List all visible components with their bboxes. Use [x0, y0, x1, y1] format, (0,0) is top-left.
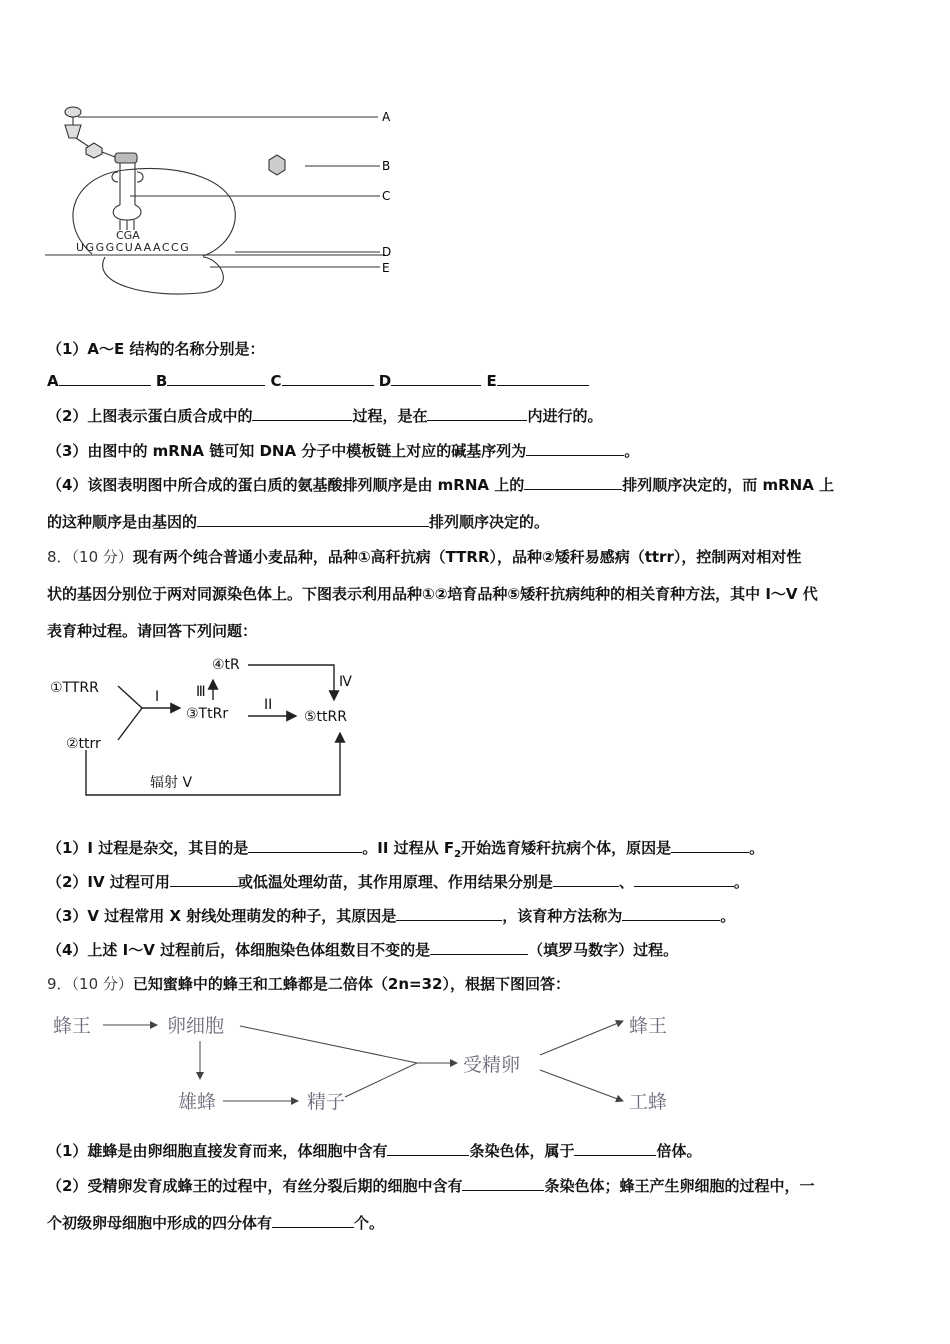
step-4: Ⅳ	[339, 674, 352, 690]
q8-intro-line3: 表育种过程。请回答下列问题：	[47, 622, 258, 640]
codon-label: CGA	[116, 229, 140, 242]
bee-diagram	[45, 1005, 695, 1123]
label-b: B	[382, 159, 391, 173]
blank-q9-1b[interactable]	[574, 1141, 656, 1156]
label-a: A	[382, 110, 391, 124]
zygote-node: 受精卵	[463, 1054, 521, 1076]
mrna-sequence: UGGGCUAAACCG	[76, 241, 191, 254]
queen-node: 蜂王	[53, 1015, 92, 1037]
label-d: D	[382, 245, 392, 259]
node-3: ③TtRr	[186, 706, 229, 722]
node-1: ①TTRR	[50, 680, 99, 696]
q8-part1: （1）I 过程是杂交，其目的是 。II 过程从 $F_2$开始选育矮秆抗病个体，原因是 。	[47, 839, 765, 860]
node-5: ⑤ttRR	[304, 709, 347, 725]
q9-part1: （1）雄蜂是由卵细胞直接发育而来，体细胞中含有 条染色体，属于 倍体。	[47, 1142, 702, 1160]
blank-e[interactable]	[497, 371, 589, 386]
blank-q7-2a[interactable]	[252, 406, 352, 421]
q8-intro-line2: 状的基因分别位于两对同源染色体上。下图表示利用品种①②培育品种⑤矮秆抗病纯种的相关育种方法，其中 I～V 代	[47, 585, 818, 603]
blank-q9-2b[interactable]	[272, 1213, 354, 1228]
q9-part2-line2: 个初级卵母细胞中形成的四分体有 个。	[47, 1214, 385, 1232]
q8-part2: （2）IV 过程可用 或低温处理幼苗，其作用原理、作用结果分别是 、 。	[47, 873, 749, 891]
label-c: C	[382, 189, 391, 203]
step-5: 辐射 V	[150, 775, 193, 791]
drone-node: 雄蜂	[178, 1091, 217, 1113]
sperm-node: 精子	[307, 1091, 346, 1113]
worker-node: 工蜂	[629, 1091, 668, 1113]
blank-q9-2a[interactable]	[462, 1176, 544, 1191]
q9-part2-line1: （2）受精卵发育成蜂王的过程中，有丝分裂后期的细胞中含有 条染色体；蜂王产生卵细胞的过程中，一	[47, 1177, 815, 1195]
q7-part3: （3）由图中的 mRNA 链可知 DNA 分子中模板链上对应的碱基序列为 。	[47, 442, 640, 460]
blank-q8-4[interactable]	[430, 940, 528, 955]
blank-q7-2b[interactable]	[427, 406, 527, 421]
q7-part1: （1）A～E 结构的名称分别是：	[47, 340, 265, 358]
q7-part4-line2: 的这种顺序是由基因的 排列顺序决定的。	[47, 513, 550, 531]
blank-q8-2c[interactable]	[634, 872, 734, 887]
q8-intro-line1: 8．（10 分）现有两个纯合普通小麦品种，品种①高秆抗病（TTRR），品种②矮秆易感病（ttrr），控制两对相对性	[47, 548, 802, 566]
breeding-diagram	[40, 648, 380, 800]
q7-part2: （2）上图表示蛋白质合成中的 过程，是在 内进行的。	[47, 407, 603, 425]
blank-q7-4b[interactable]	[197, 512, 429, 527]
blank-q7-4a[interactable]	[524, 475, 622, 490]
q8-part3: （3）V 过程常用 X 射线处理萌发的种子，其原因是 ，该育种方法称为 。	[47, 907, 736, 925]
step-1: I	[155, 689, 160, 705]
q8-part4: （4）上述 I～V 过程前后，体细胞染色体组数目不变的是 （填罗马数字）过程。	[47, 941, 679, 959]
blank-q9-1a[interactable]	[387, 1141, 469, 1156]
blank-q8-3a[interactable]	[396, 906, 502, 921]
node-2: ②ttrr	[66, 736, 101, 752]
step-3: Ⅲ	[196, 684, 206, 700]
blank-a[interactable]	[59, 371, 151, 386]
blank-d[interactable]	[391, 371, 481, 386]
egg-node: 卵细胞	[167, 1015, 225, 1037]
blank-c[interactable]	[282, 371, 374, 386]
node-4: ④tR	[212, 657, 240, 673]
blank-b[interactable]	[167, 371, 265, 386]
blank-q8-1a[interactable]	[248, 838, 362, 853]
q9-intro: 9．（10 分）已知蜜蜂中的蜂王和工蜂都是二倍体（2n=32），根据下图回答：	[47, 975, 570, 993]
label-e: E	[382, 261, 390, 275]
queen-result-node: 蜂王	[629, 1015, 668, 1037]
blank-q8-3b[interactable]	[622, 906, 720, 921]
q7-answer-row: A B C D E	[47, 371, 589, 390]
blank-q8-1b[interactable]	[671, 838, 749, 853]
translation-diagram	[40, 100, 410, 305]
blank-q8-2b[interactable]	[553, 872, 619, 887]
q7-part4-line1: （4）该图表明图中所合成的蛋白质的氨基酸排列顺序是由 mRNA 上的 排列顺序决定的，而 mRNA 上	[47, 476, 835, 494]
step-2: II	[264, 697, 273, 713]
blank-q8-2a[interactable]	[170, 872, 238, 887]
blank-q7-3[interactable]	[526, 441, 624, 456]
